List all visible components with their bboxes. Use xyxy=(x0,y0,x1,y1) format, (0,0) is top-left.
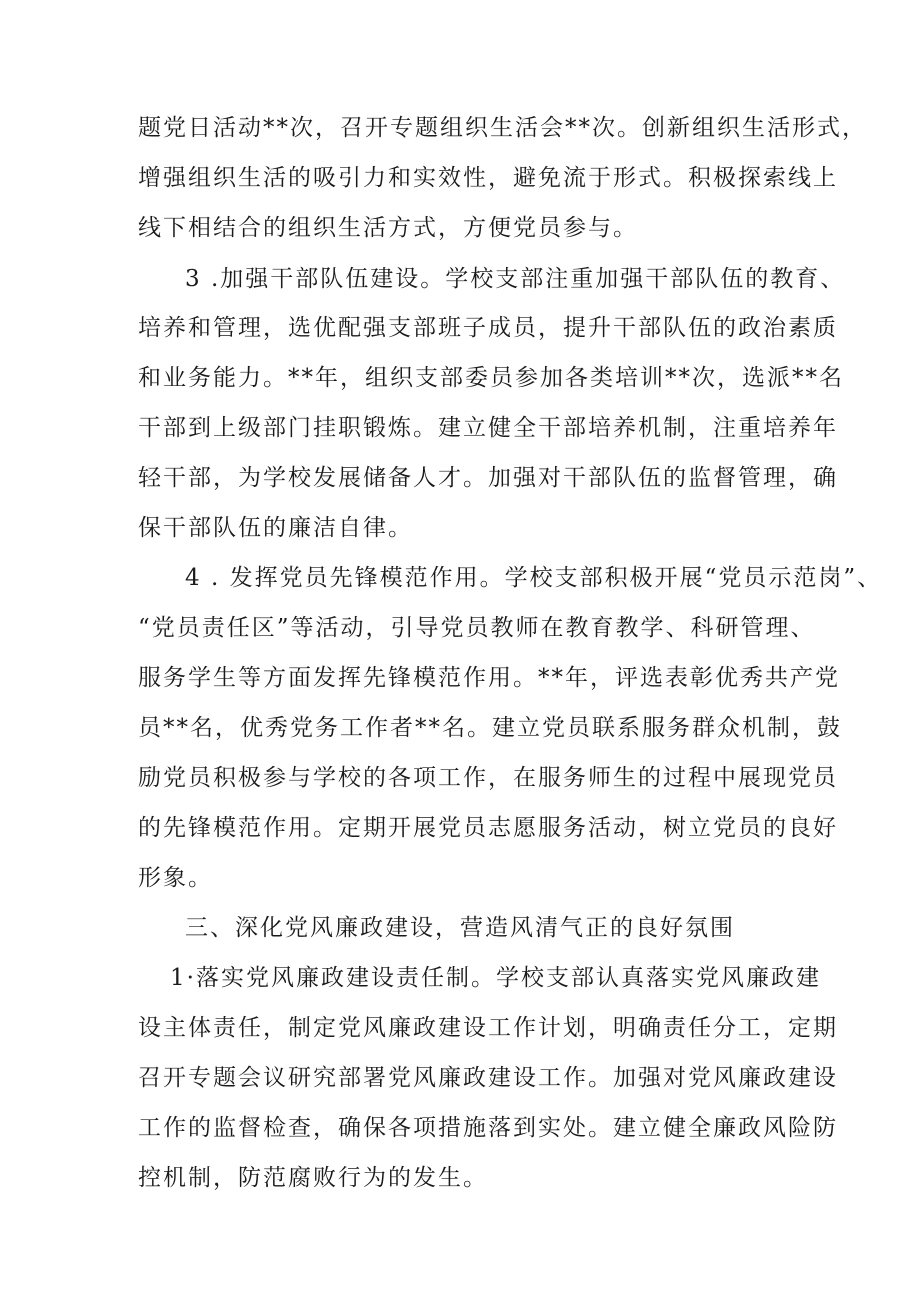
text-line: 和业务能力。**年，组织支部委员参加各类培训**次，选派**名 xyxy=(138,365,844,391)
text-line: 的先锋模范作用。定期开展党员志愿服务活动，树立党员的良好 xyxy=(138,815,838,841)
text-line: 题党日活动**次，召开专题组织生活会**次。创新组织生活形式， xyxy=(138,115,867,141)
section-heading: 三、深化党风廉政建设，营造风清气正的良好氛围 xyxy=(185,915,735,941)
text-line: 控机制，防范腐败行为的发生。 xyxy=(138,1165,488,1191)
text-line: 保干部队伍的廉洁自律。 xyxy=(138,515,413,541)
text-line: 线下相结合的组织生活方式，方便党员参与。 xyxy=(138,215,638,241)
text-line: 工作的监督检查，确保各项措施落到实处。建立健全廉政风险防 xyxy=(138,1115,838,1141)
text-line: 1·落实党风廉政建设责任制。学校支部认真落实党风廉政建 xyxy=(170,965,821,991)
text-line: 设主体责任，制定党风廉政建设工作计划，明确责任分工，定期 xyxy=(138,1015,838,1041)
text-line: 干部到上级部门挂职锻炼。建立健全干部培养机制，注重培养年 xyxy=(138,415,838,441)
text-line: 4 . 发挥党员先锋模范作用。学校支部积极开展“党员示范岗”、 xyxy=(185,565,883,591)
text-line: 召开专题会议研究部署党风廉政建设工作。加强对党风廉政建设 xyxy=(138,1065,838,1091)
text-line: 励党员积极参与学校的各项工作，在服务师生的过程中展现党员 xyxy=(138,765,838,791)
text-line: 增强组织生活的吸引力和实效性，避免流于形式。积极探索线上 xyxy=(138,165,838,191)
text-line: 服务学生等方面发挥先锋模范作用。**年，评选表彰优秀共产党 xyxy=(138,665,840,691)
text-line: 培养和管理，选优配强支部班子成员，提升干部队伍的政治素质 xyxy=(138,315,838,341)
text-line: 3 .加强干部队伍建设。学校支部注重加强干部队伍的教育、 xyxy=(185,266,846,292)
text-line: 形象。 xyxy=(138,865,213,891)
text-line: 轻干部，为学校发展储备人才。加强对干部队伍的监督管理，确 xyxy=(138,465,838,491)
text-line: “党员责任区”等活动，引导党员教师在教育教学、科研管理、 xyxy=(138,615,816,641)
text-line: 员**名，优秀党务工作者**名。建立党员联系服务群众机制，鼓 xyxy=(138,715,842,741)
